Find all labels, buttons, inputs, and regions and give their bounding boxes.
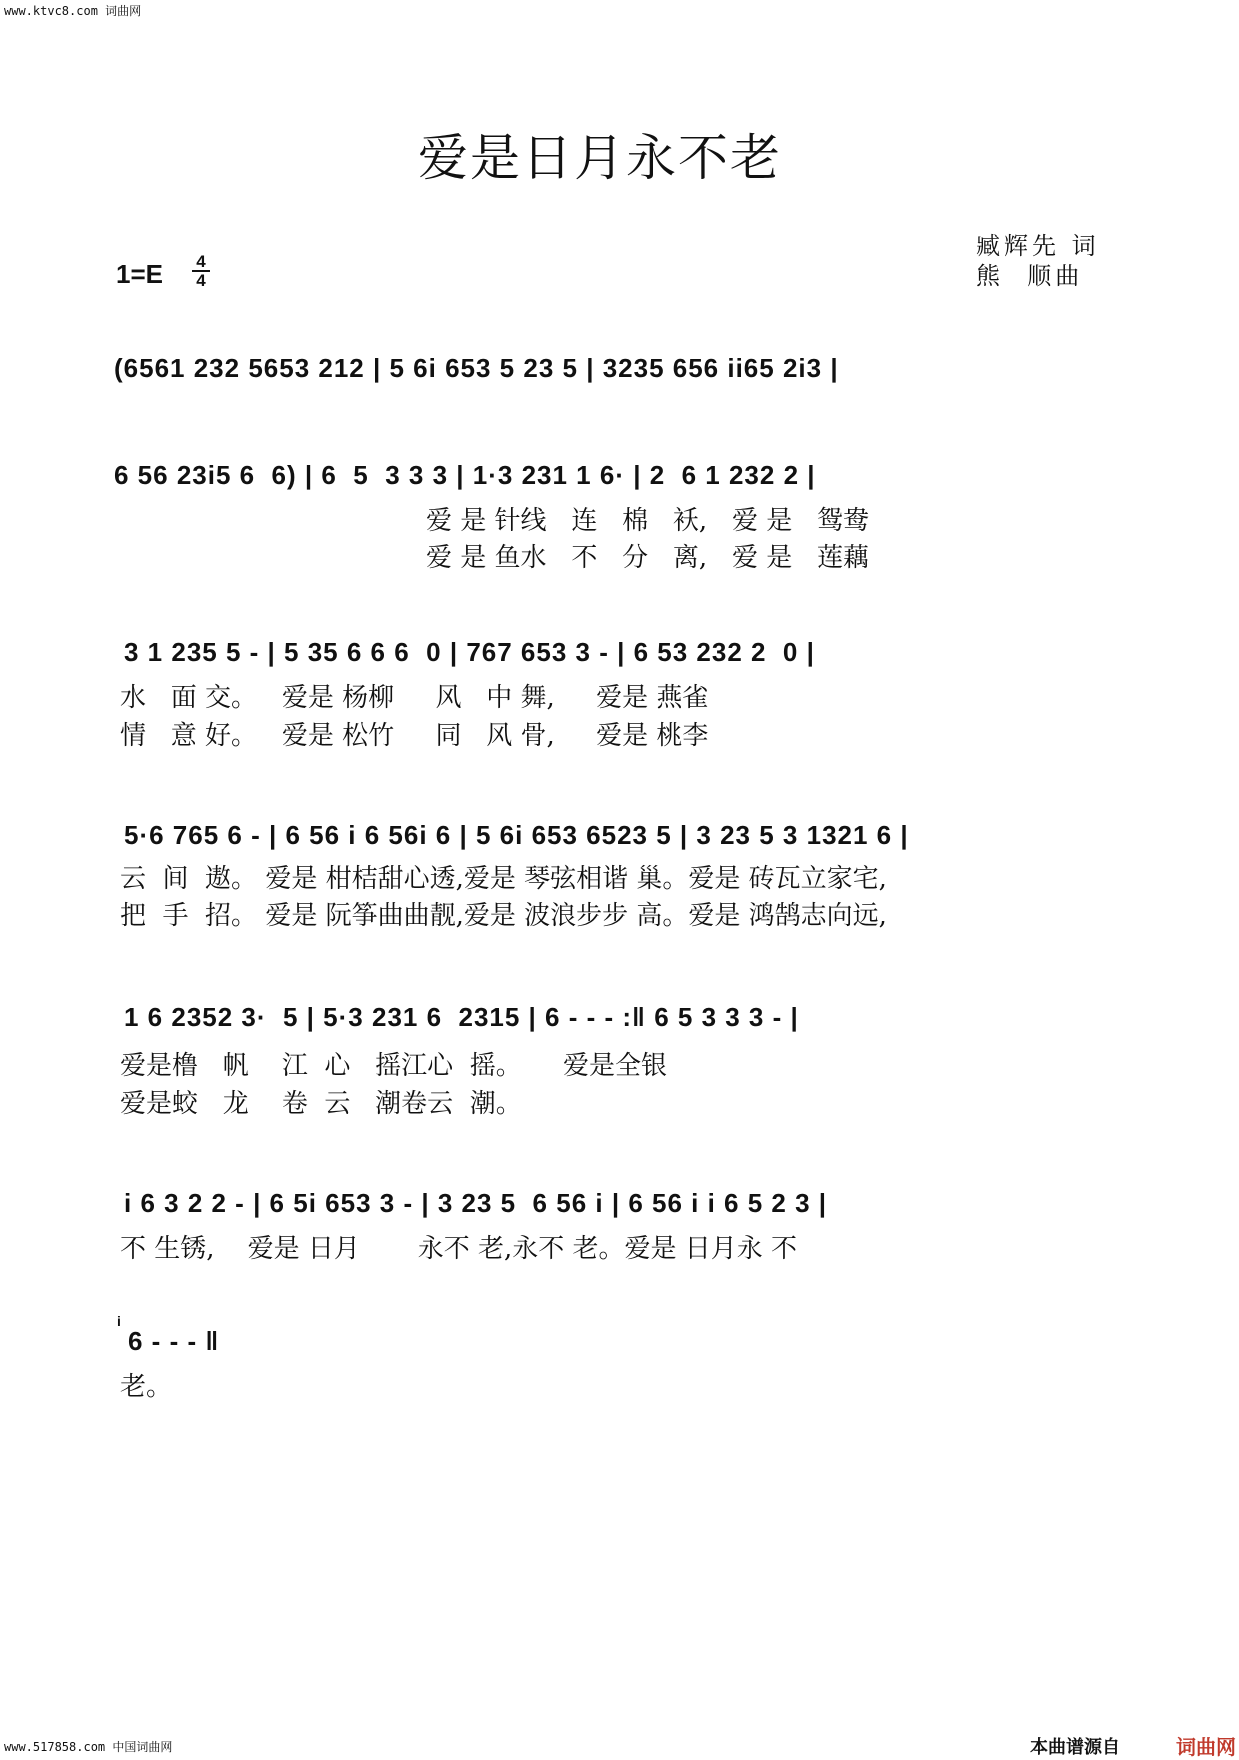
song-title: 爱是日月永不老: [418, 129, 782, 187]
notation-line-6: i 6 3 2 2 - | 6 5i 653 3 - | 3 23 5 6 56 i | 6 56 i i 6 5 2 3 |: [124, 1188, 828, 1218]
key-signature: 1=E: [116, 259, 163, 289]
notation-line-3: 3 1 235 5 - | 5 35 6 6 6 0 | 767 653 3 - | 6 53 232 2 0 |: [124, 637, 815, 667]
notation-line-7: 6 - - - ‖: [128, 1326, 220, 1356]
grace-note: i: [117, 1313, 122, 1329]
lyricist-credit: 臧辉先 词: [976, 232, 1100, 260]
notation-line-4: 5·6 765 6 - | 6 56 i 6 56i 6 | 5 6i 653 6523 5 | 3 23 5 3 1321 6 |: [124, 820, 909, 850]
footer-logo: 词曲网: [1176, 1735, 1236, 1759]
footer-source: 本曲谱源自: [1030, 1737, 1120, 1758]
lyric-line-2a: 爱 是 针线 连 棉 袄, 爱 是 鸳鸯: [426, 506, 870, 536]
lyric-line-5b: 爱是蛟 龙 卷 云 潮卷云 潮。: [120, 1089, 522, 1119]
time-signature-bottom: 4: [196, 271, 206, 290]
lyric-line-6a: 不 生锈, 爱是 日月 永不 老,永不 老。爱是 日月永 不: [120, 1234, 798, 1264]
notation-line-5: 1 6 2352 3· 5 | 5·3 231 6 2315 | 6 - - - :‖ 6 5 3 3 3 - |: [124, 1002, 799, 1032]
lyric-line-3a: 水 面 交。 爱是 杨柳 风 中 舞, 爱是 燕雀: [120, 683, 709, 713]
time-signature: [192, 254, 210, 288]
notation-line-1: (6561 232 5653 212 | 5 6i 653 5 23 5 | 3235 656 ii65 2i3 |: [114, 353, 839, 383]
lyric-line-3b: 情 意 好。 爱是 松竹 同 风 骨, 爱是 桃李: [120, 721, 709, 751]
notation-line-2: 6 56 23i5 6 6) | 6 5 3 3 3 | 1·3 231 1 6· | 2 6 1 232 2 |: [114, 460, 816, 490]
footer-site: www.517858.com 中国词曲网: [4, 1740, 173, 1754]
site-header: www.ktvc8.com 词曲网: [4, 4, 142, 18]
composer-credit: 熊 顺曲: [976, 262, 1084, 290]
lyric-line-4b: 把 手 招。 爱是 阮筝曲曲靓,爱是 波浪步步 高。爱是 鸿鹄志向远,: [120, 901, 887, 931]
lyric-line-2b: 爱 是 鱼水 不 分 离, 爱 是 莲藕: [426, 543, 870, 573]
time-signature-top: 4: [196, 252, 206, 271]
lyric-line-4a: 云 间 遨。 爱是 柑桔甜心透,爱是 琴弦相谐 巢。爱是 砖瓦立家宅,: [120, 864, 887, 894]
lyric-line-5a: 爱是橹 帆 江 心 摇江心 摇。 爱是全银: [120, 1051, 668, 1081]
lyric-line-7a: 老。: [120, 1372, 173, 1402]
